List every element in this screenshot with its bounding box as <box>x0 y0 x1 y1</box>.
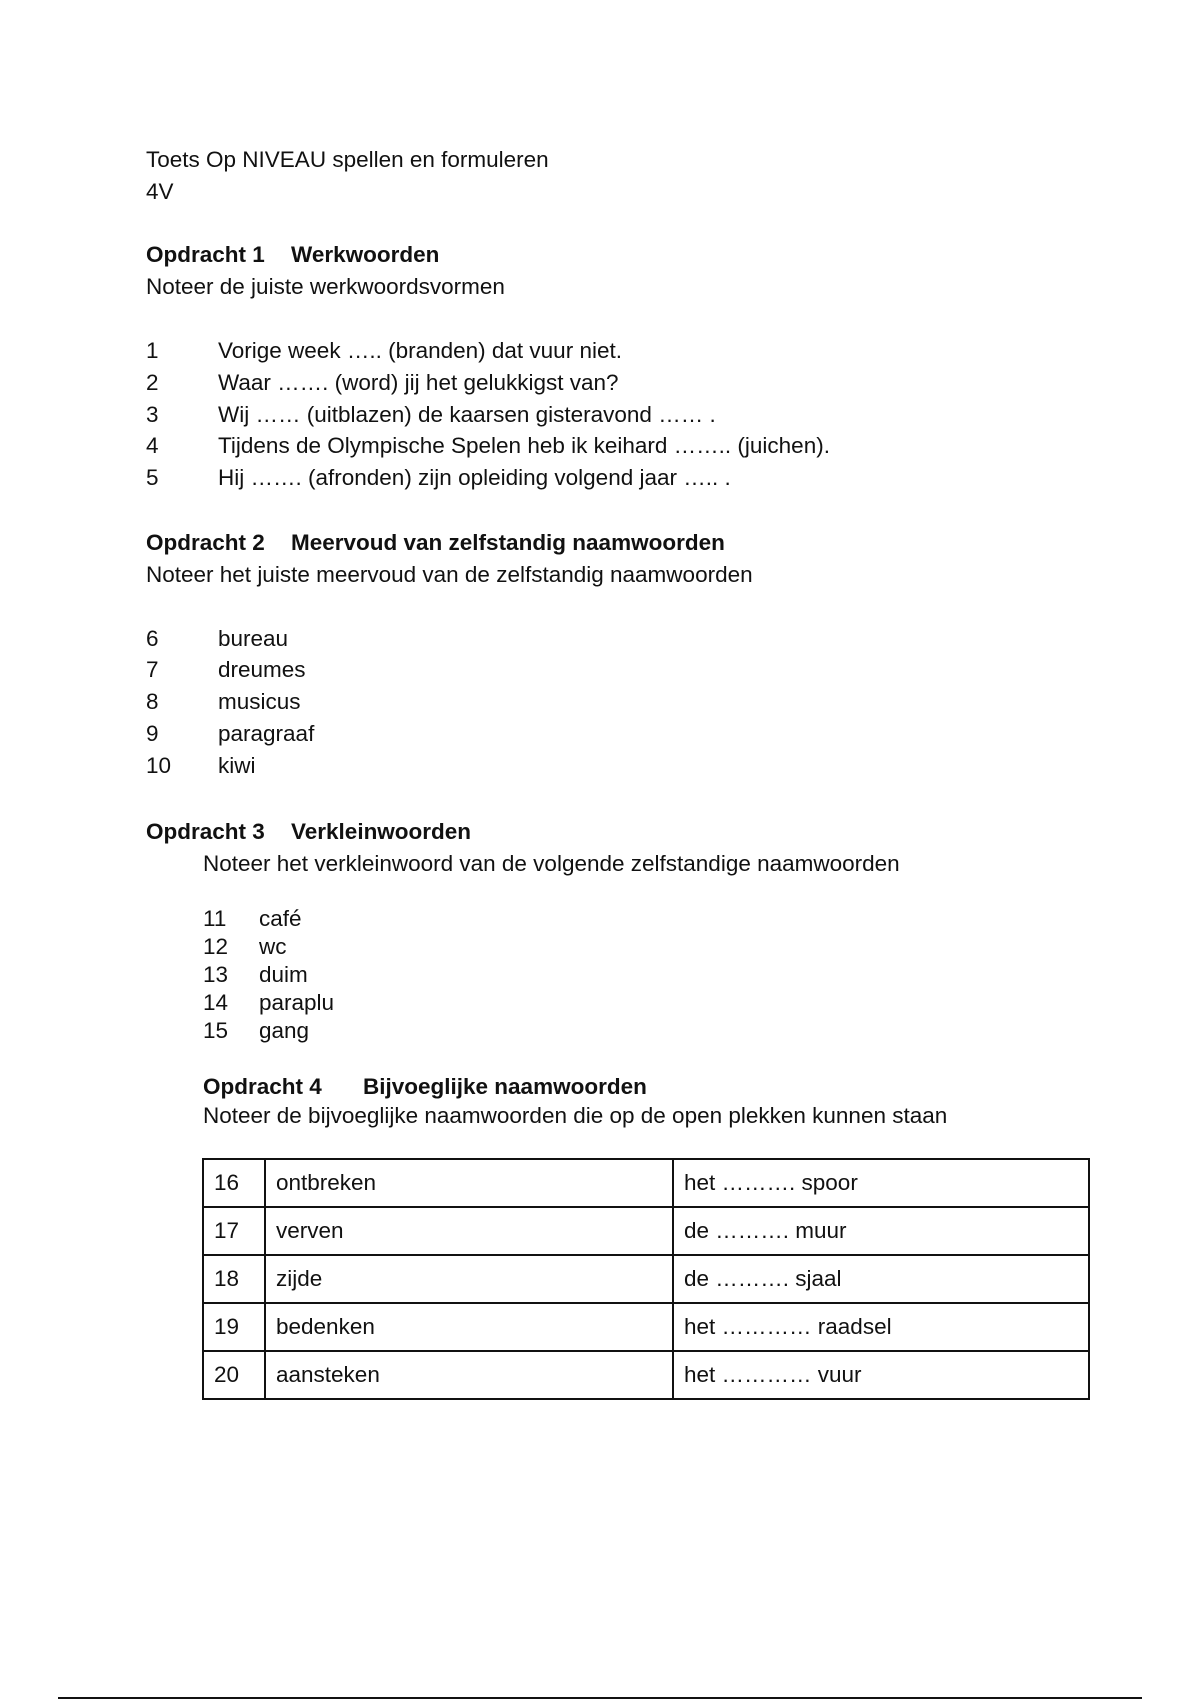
opdracht4-label: Opdracht 4 <box>203 1074 322 1099</box>
class-label: 4V <box>146 179 174 204</box>
opdracht1-instruction: Noteer de juiste werkwoordsvormen <box>146 274 505 299</box>
opdracht2-label: Opdracht 2 <box>146 530 265 555</box>
item-text: paragraaf <box>218 721 315 746</box>
item-number: 11 <box>203 906 227 931</box>
item-text: Wij …… (uitblazen) de kaarsen gisteravond …… . <box>218 402 716 427</box>
opdracht3-topic: Verkleinwoorden <box>291 819 472 844</box>
item-number: 6 <box>146 626 159 651</box>
item-text: wc <box>259 934 287 959</box>
item-number: 15 <box>203 1018 229 1043</box>
opdracht3-label: Opdracht 3 <box>146 819 265 844</box>
item-text: Waar ……. (word) jij het gelukkigst van? <box>218 370 619 395</box>
table-row <box>203 1159 1089 1207</box>
item-text: Vorige week ….. (branden) dat vuur niet. <box>218 338 622 363</box>
row-phrase: de ………. muur <box>673 1207 1089 1255</box>
row-verb: zijde <box>265 1255 673 1303</box>
row-number: 20 <box>203 1351 265 1399</box>
item-number: 4 <box>146 433 159 458</box>
row-phrase: het ………… vuur <box>673 1351 1089 1399</box>
document-title: Toets Op NIVEAU spellen en formuleren <box>146 147 549 172</box>
opdracht3-instruction: Noteer het verkleinwoord van de volgende zelfstandige naamwoorden <box>203 851 900 876</box>
item-text: café <box>259 906 302 931</box>
item-text: paraplu <box>259 990 335 1015</box>
row-verb: bedenken <box>265 1303 673 1351</box>
item-text: gang <box>259 1018 310 1043</box>
row-number: 17 <box>203 1207 265 1255</box>
footer-rule <box>58 1697 1142 1699</box>
row-verb: verven <box>265 1207 673 1255</box>
item-number: 8 <box>146 689 159 714</box>
opdracht1-label: Opdracht 1 <box>146 242 265 267</box>
table-row <box>203 1303 1089 1351</box>
opdracht2-topic: Meervoud van zelfstandig naamwoorden <box>291 530 725 555</box>
item-text: duim <box>259 962 308 987</box>
item-number: 5 <box>146 465 159 490</box>
opdracht4-instruction: Noteer de bijvoeglijke naamwoorden die op de open plekken kunnen staan <box>203 1103 948 1128</box>
row-verb: aansteken <box>265 1351 673 1399</box>
item-text: bureau <box>218 626 289 651</box>
row-phrase: het ………… raadsel <box>673 1303 1089 1351</box>
row-verb: ontbreken <box>265 1159 673 1207</box>
item-text: Hij ……. (afronden) zijn opleiding volgend jaar ….. . <box>218 465 731 490</box>
item-number: 1 <box>146 338 159 363</box>
row-phrase: de ………. sjaal <box>673 1255 1089 1303</box>
item-number: 12 <box>203 934 229 959</box>
item-number: 3 <box>146 402 159 427</box>
item-number: 2 <box>146 370 159 395</box>
table-row <box>203 1207 1089 1255</box>
table-row <box>203 1255 1089 1303</box>
item-number: 9 <box>146 721 159 746</box>
item-text: kiwi <box>218 753 256 778</box>
opdracht2-instruction: Noteer het juiste meervoud van de zelfstandig naamwoorden <box>146 562 753 587</box>
item-text: Tijdens de Olympische Spelen heb ik keihard …….. (juichen). <box>218 433 830 458</box>
table-row <box>203 1351 1089 1399</box>
item-number: 7 <box>146 657 159 682</box>
row-number: 16 <box>203 1159 265 1207</box>
adjectives-table <box>202 1158 1090 1400</box>
row-number: 19 <box>203 1303 265 1351</box>
item-number: 10 <box>146 753 172 778</box>
row-phrase: het ………. spoor <box>673 1159 1089 1207</box>
item-number: 13 <box>203 962 229 987</box>
item-text: musicus <box>218 689 301 714</box>
item-text: dreumes <box>218 657 306 682</box>
opdracht1-topic: Werkwoorden <box>291 242 440 267</box>
item-number: 14 <box>203 990 229 1015</box>
opdracht4-topic: Bijvoeglijke naamwoorden <box>363 1074 647 1099</box>
row-number: 18 <box>203 1255 265 1303</box>
